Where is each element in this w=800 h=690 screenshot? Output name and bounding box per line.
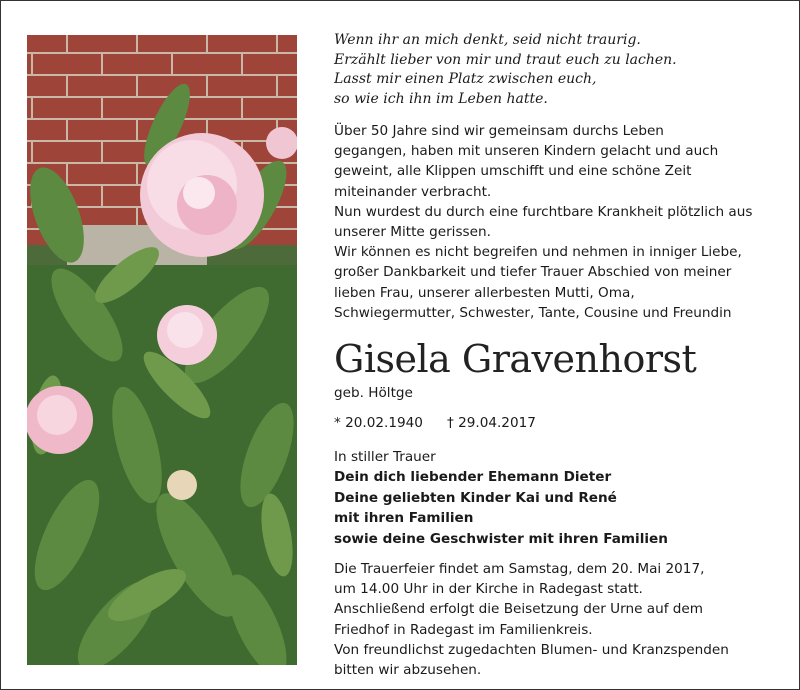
mourners-intro: In stiller Trauer — [334, 449, 436, 466]
tribute-line: unserer Mitte gerissen. — [334, 224, 491, 241]
tribute-paragraph — [334, 121, 774, 323]
tribute-line: geweint, alle Klippen umschifft und eine schöne Zeit — [334, 163, 692, 180]
ceremony-line: Die Trauerfeier findet am Samstag, dem 20. Mai 2017, — [334, 561, 705, 578]
life-dates — [334, 413, 774, 433]
birth-name: geb. Höltge — [334, 385, 413, 402]
tribute-line: miteinander verbracht. — [334, 183, 492, 200]
peony-flowers-photo — [27, 35, 297, 665]
peony-photo-illustration — [27, 35, 297, 665]
mourners — [334, 447, 774, 549]
tribute-line: lieben Frau, unserer allerbesten Mutti, Oma, — [334, 284, 635, 301]
poem-line: Lasst mir einen Platz zwischen euch, — [334, 71, 597, 87]
ceremony-line: Anschließend erfolgt die Beisetzung der Urne auf dem — [334, 601, 704, 618]
ceremony-line: Von freundlichst zugedachten Blumen- und Kranzspenden — [334, 641, 729, 658]
ceremony-line: bitten wir abzusehen. — [334, 662, 482, 679]
tribute-line: großer Dankbarkeit und tiefer Trauer Abschied von meiner — [334, 264, 732, 281]
mourner-line: Deine geliebten Kinder Kai und René — [334, 489, 617, 506]
peony-bud-low — [167, 470, 197, 500]
peony-left — [27, 386, 93, 454]
tribute-line: Nun wurdest du durch eine furchtbare Krankheit plötzlich aus — [334, 203, 753, 220]
peony-middle — [157, 305, 217, 365]
deceased-name: Gisela Gravenhorst — [334, 337, 697, 382]
tribute-line: Über 50 Jahre sind wir gemeinsam durchs Leben — [334, 123, 664, 139]
tribute-line: Schwiegermutter, Schwester, Tante, Cousine und Freundin — [334, 304, 732, 321]
tribute-line: Wir können es nicht begreifen und nehmen in inniger Liebe, — [334, 244, 742, 261]
mourner-line: Dein dich liebender Ehemann Dieter — [334, 469, 612, 486]
obituary-text — [334, 31, 774, 680]
tribute-line: gegangen, haben mit unseren Kindern gelacht und auch — [334, 143, 719, 160]
ceremony-info — [334, 559, 774, 680]
ceremony-line: Friedhof in Radegast im Familienkreis. — [334, 621, 593, 638]
death-date: † 29.04.2017 — [446, 415, 536, 432]
peony-bud-top — [266, 127, 297, 159]
ceremony-line: um 14.00 Uhr in der Kirche in Radegast statt. — [334, 581, 643, 598]
birth-date: * 20.02.1940 — [334, 415, 423, 432]
poem-line: Erzählt lieber von mir und traut euch zu lachen. — [334, 51, 677, 68]
peony-large — [140, 133, 264, 257]
poem-line: so wie ich ihn im Leben hatte. — [334, 90, 548, 107]
mourner-line: sowie deine Geschwister mit ihren Familien — [334, 530, 668, 547]
mourner-line: mit ihren Familien — [334, 510, 474, 527]
poem-line: Wenn ihr an mich denkt, seid nicht traurig. — [334, 32, 641, 48]
poem — [334, 31, 774, 109]
